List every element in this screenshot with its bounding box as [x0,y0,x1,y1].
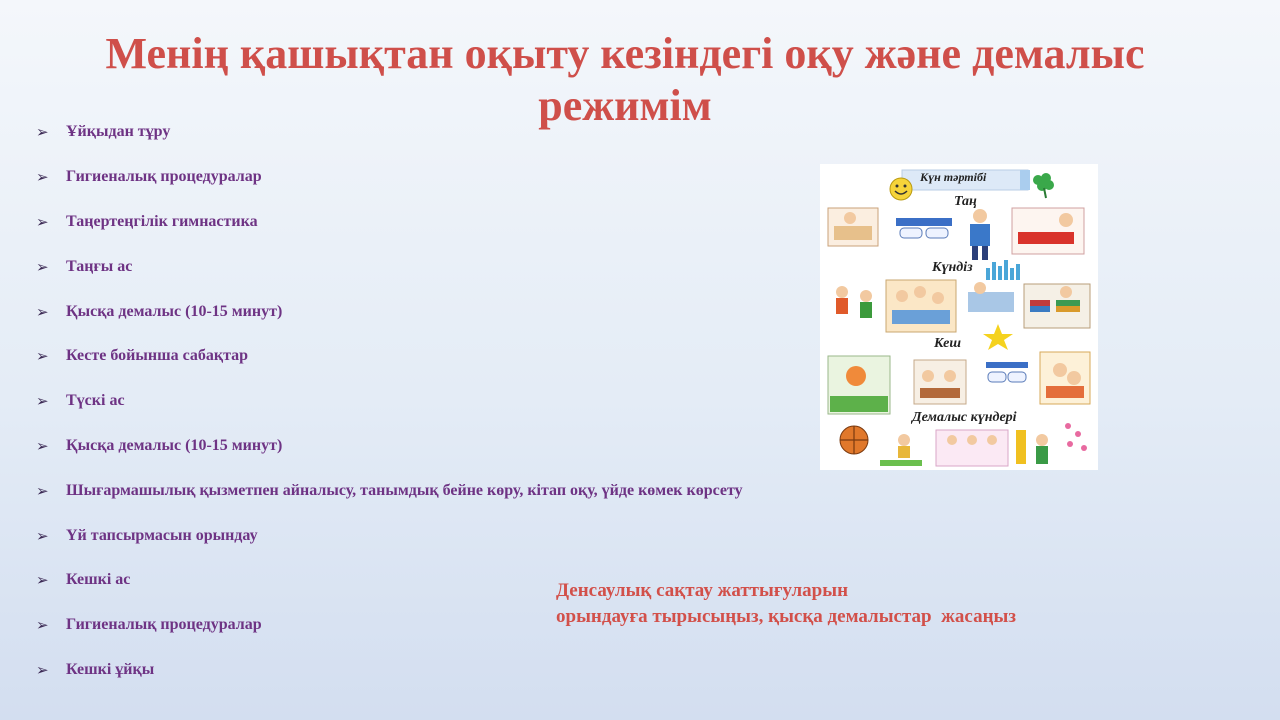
schedule-item [36,379,743,424]
health-note-line-2: орындауға тырысыңыз, қысқа демалыстар жасаңыз [556,606,1016,627]
schedule-item [36,244,743,289]
arrow-bullet-icon: ➢ [36,347,49,366]
morning-exercise-picture [970,209,990,260]
arrow-bullet-icon: ➢ [36,660,49,679]
weekend-dance-picture [936,430,1008,466]
schedule-item-label: Гигиеналық процедуралар [66,168,262,186]
hearts-icon [1065,423,1087,451]
schedule-item [36,155,743,200]
illustration-label-weekend: Демалыс күндері [912,410,1017,425]
schedule-item-label: Кешкі ұйқы [66,660,155,678]
arrow-bullet-icon: ➢ [36,571,49,590]
illustration-header: Күн тәртібі [920,170,987,184]
schedule-item [36,424,743,469]
schedule-item-label: Ұйқыдан тұру [66,123,171,141]
arrow-bullet-icon: ➢ [36,526,49,545]
morning-breakfast-picture [1012,208,1084,254]
schedule-item [36,334,743,379]
illustration-label-morning: Таң [954,194,977,209]
weekend-pencil-picture [1016,430,1048,464]
day-kids-picture [836,286,872,318]
schedule-item [36,468,743,513]
schedule-item [36,200,743,245]
arrow-bullet-icon: ➢ [36,168,49,187]
illustration-label-evening: Кеш [934,336,962,351]
evening-toothbrush-picture [986,362,1028,382]
schedule-item-label: Таңғы ас [66,257,133,275]
basketball-icon [840,426,868,454]
smiley-icon [890,178,912,200]
morning-toothbrush-picture [896,218,952,238]
schedule-item-label: Түскі ас [66,392,125,410]
schedule-item-label: Гигиеналық процедуралар [66,616,262,634]
schedule-item [36,648,743,693]
star-icon [983,324,1013,350]
day-books-picture [1024,284,1090,328]
schedule-item-label: Үй тапсырмасын орындау [66,526,258,544]
day-classroom-picture [886,280,956,332]
arrow-bullet-icon: ➢ [36,481,49,500]
schedule-item-label: Кешкі ас [66,571,131,589]
schedule-item-label: Шығармашылық қызметпен айналысу, танымдық бейне көру, кітап оқу, үйде көмек көрсету [66,481,743,499]
arrow-bullet-icon: ➢ [36,616,49,635]
arrow-bullet-icon: ➢ [36,123,49,142]
arrow-bullet-icon: ➢ [36,392,49,411]
schedule-item-label: Қысқа демалыс (10-15 минут) [66,436,283,454]
title-line-1: Менің қашықтан оқыту кезіндегі оқу және демалыс [105,29,1145,78]
evening-family-picture [914,360,966,404]
schedule-item-label: Таңертеңгілік гимнастика [66,212,258,230]
weekend-football-picture [880,434,922,466]
morning-wakeup-picture [828,208,878,246]
illustration-label-day: Күндіз [932,260,973,275]
schedule-item-label: Кесте бойынша сабақтар [66,347,249,365]
schedule-item-label: Қысқа демалыс (10-15 минут) [66,302,283,320]
health-note [556,578,1016,630]
day-chart-icon [986,260,1020,280]
day-reading-picture [968,282,1014,312]
arrow-bullet-icon: ➢ [36,212,49,231]
evening-bedtime-picture [1040,352,1090,404]
arrow-bullet-icon: ➢ [36,302,49,321]
schedule-item [36,289,743,334]
title-line-2: режимім [538,81,712,130]
arrow-bullet-icon: ➢ [36,436,49,455]
health-note-line-1: Денсаулық сақтау жаттығуларын [556,580,849,601]
evening-child-picture [828,356,890,414]
schedule-item [36,110,743,155]
clover-icon [1033,173,1054,198]
daily-routine-illustration [820,164,1098,470]
arrow-bullet-icon: ➢ [36,257,49,276]
schedule-item [36,513,743,558]
